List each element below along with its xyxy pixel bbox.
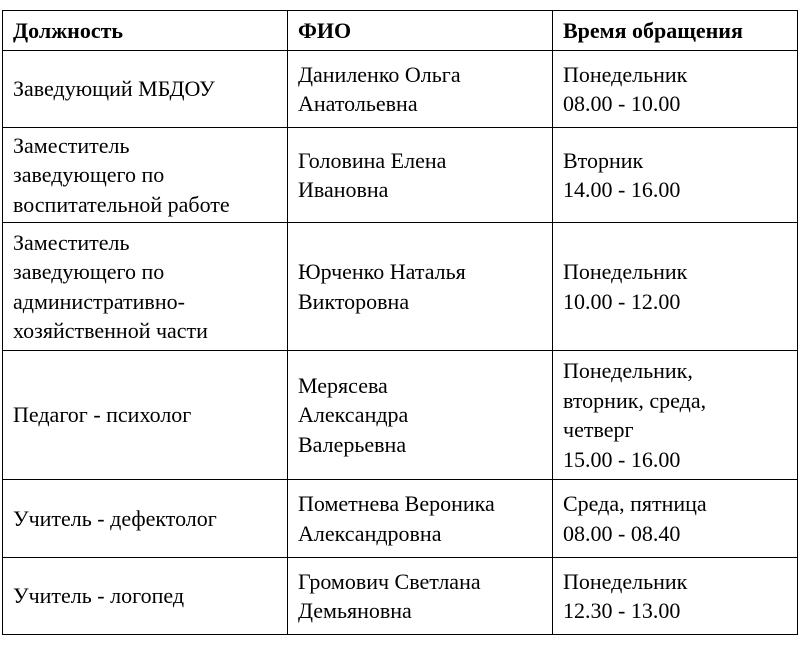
position-cell-line: Заместитель [13, 132, 130, 158]
table-row [3, 223, 798, 351]
table-row [3, 558, 798, 635]
name-cell-line: Демьяновна [298, 598, 412, 623]
table-row [3, 128, 798, 223]
name-cell-line: Ивановна [298, 177, 389, 202]
name-cell-line: Викторовна [298, 288, 410, 314]
header-time: Время обращения [553, 11, 798, 51]
name-cell-line: Александровна [298, 520, 442, 546]
position-cell-line: Заместитель [13, 229, 130, 255]
time-cell [553, 128, 798, 223]
position-cell [3, 223, 288, 351]
time-cell [553, 558, 798, 635]
name-cell-line: Юрченко Наталья [298, 259, 466, 284]
table-row [3, 351, 798, 480]
position-cell [3, 558, 288, 635]
time-cell-line: 08.00 - 10.00 [563, 91, 681, 116]
name-cell-line: Анатольевна [298, 91, 418, 116]
header-row [3, 11, 798, 51]
time-cell-line: 15.00 - 16.00 [563, 446, 681, 472]
header-position: Должность [3, 11, 288, 51]
time-cell-line: Понедельник, [563, 358, 693, 383]
position-cell-line: Учитель - логопед [13, 583, 185, 609]
name-cell [288, 51, 553, 128]
name-cell-line: Громович Светлана [298, 568, 481, 594]
table-row [3, 480, 798, 558]
position-cell-line: Учитель - дефектолог [13, 505, 217, 531]
name-cell-line: Пометнева Вероника [298, 491, 495, 516]
time-cell-line: вторник, среда, [563, 387, 707, 413]
position-cell-line: хозяйственной части [13, 318, 208, 343]
name-cell [288, 223, 553, 351]
name-cell-line: Даниленко Ольга [298, 61, 461, 87]
table-body [3, 51, 798, 635]
time-cell [553, 480, 798, 558]
name-cell-line: Александра [298, 402, 409, 428]
position-cell-line: Заведующий МБДОУ [13, 76, 215, 102]
header-name: ФИО [288, 11, 553, 51]
time-cell-line: 14.00 - 16.00 [563, 177, 681, 202]
name-cell [288, 128, 553, 223]
name-cell [288, 558, 553, 635]
position-cell-line: заведующего по [13, 259, 165, 284]
position-cell [3, 480, 288, 558]
name-cell-line: Головина Елена [298, 147, 447, 173]
position-cell-line: заведующего по [13, 162, 165, 188]
table-header [3, 11, 798, 51]
time-cell [553, 51, 798, 128]
time-cell-line: Вторник [563, 147, 644, 173]
time-cell-line: четверг [563, 417, 634, 442]
time-cell-line: 12.30 - 13.00 [563, 598, 681, 623]
name-cell-line: Валерьевна [298, 431, 407, 457]
position-cell [3, 51, 288, 128]
time-cell [553, 223, 798, 351]
time-cell-line: Понедельник [563, 259, 688, 284]
name-cell [288, 480, 553, 558]
time-cell-line: Среда, пятница [563, 491, 707, 516]
position-cell [3, 351, 288, 480]
position-cell-line: Педагог - психолог [13, 402, 192, 428]
position-cell [3, 128, 288, 223]
position-cell-line: воспитательной работе [13, 191, 230, 217]
time-cell-line: Понедельник [563, 61, 688, 87]
name-cell-line: Мерясева [298, 372, 388, 398]
time-cell-line: 10.00 - 12.00 [563, 288, 681, 314]
staff-schedule-table [2, 10, 798, 635]
table-row [3, 51, 798, 128]
time-cell [553, 351, 798, 480]
time-cell-line: Понедельник [563, 568, 688, 594]
position-cell-line: административно- [13, 288, 185, 314]
time-cell-line: 08.00 - 08.40 [563, 520, 681, 546]
name-cell [288, 351, 553, 480]
